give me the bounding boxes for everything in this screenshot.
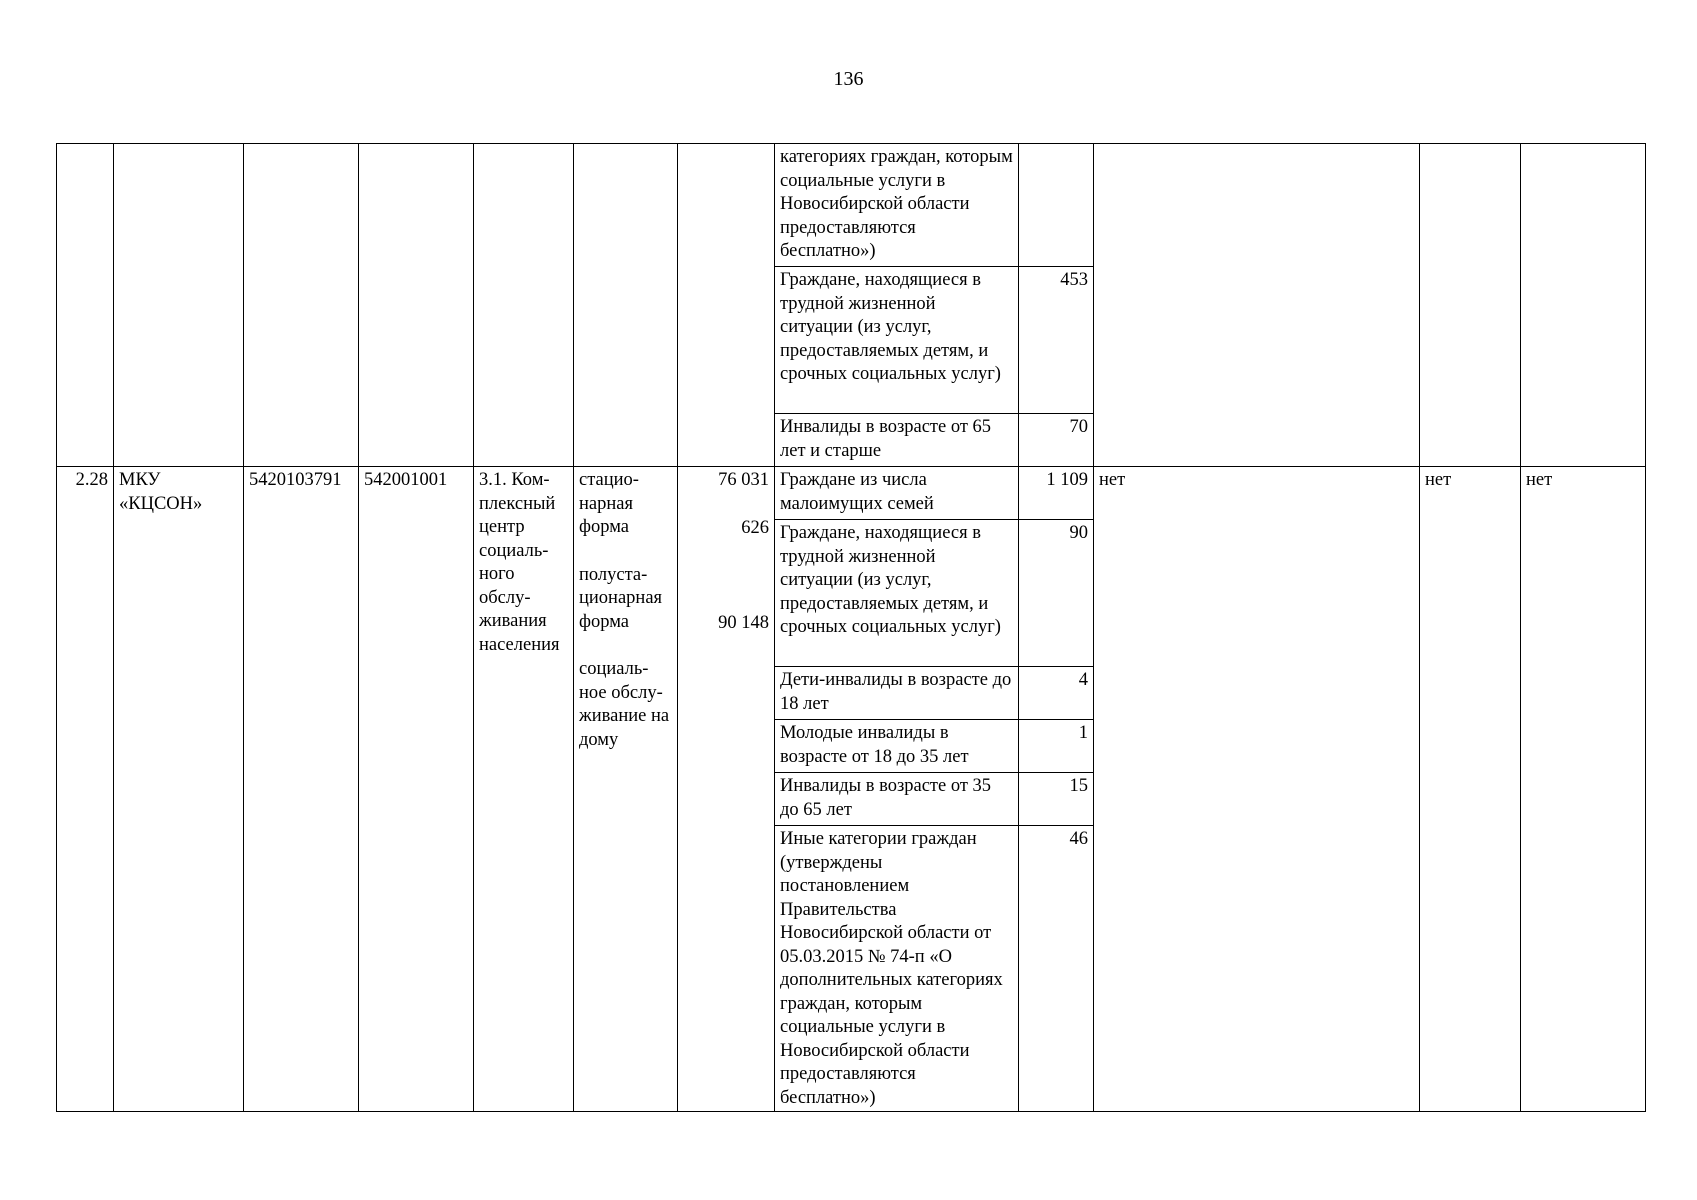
cont-col-a-cell bbox=[1094, 144, 1420, 467]
cont-type-cell bbox=[474, 144, 574, 467]
category-count bbox=[1019, 144, 1094, 267]
category-name: Инвалиды в возрасте от 35 до 65 лет bbox=[775, 773, 1019, 826]
cont-kpp-cell bbox=[359, 144, 474, 467]
page-number: 136 bbox=[833, 68, 864, 90]
category-count: 70 bbox=[1019, 414, 1094, 467]
entry-kpp: 542001001 bbox=[359, 467, 474, 1112]
entry-number: 2.28 bbox=[57, 467, 114, 1112]
cont-number-cell bbox=[57, 144, 114, 467]
form-name: стацио-нарная форма bbox=[579, 470, 639, 537]
category-name: Инвалиды в возрасте от 65 лет и старше bbox=[775, 414, 1019, 467]
category-name: Молодые инвалиды в возрасте от 18 до 35 лет bbox=[775, 720, 1019, 773]
category-count: 90 bbox=[1019, 520, 1094, 667]
category-name: Граждане из числа малоимущих семей bbox=[775, 467, 1019, 520]
continued-row bbox=[57, 144, 1646, 267]
category-name: Граждане, находящиеся в трудной жизненной ситуации (из услуг, предоставляемых детям, и срочных социальных услуг) bbox=[775, 267, 1019, 414]
category-count: 4 bbox=[1019, 667, 1094, 720]
entry-inn: 5420103791 bbox=[244, 467, 359, 1112]
form-count: 90 148 bbox=[718, 613, 769, 633]
entry-organization: МКУ «КЦСОН» bbox=[114, 467, 244, 1112]
cont-col-c-cell bbox=[1521, 144, 1646, 467]
entry-col-b: нет bbox=[1420, 467, 1521, 1112]
cont-col-b-cell bbox=[1420, 144, 1521, 467]
category-name: категориях граждан, которым социальные услуги в Новосибирской области предоставляются бесплатно») bbox=[775, 144, 1019, 267]
category-count: 46 bbox=[1019, 826, 1094, 1112]
form-count: 76 031 bbox=[718, 470, 769, 490]
category-count: 15 bbox=[1019, 773, 1094, 826]
cont-form-cell bbox=[574, 144, 678, 467]
form-name: полуста-ционарная форма bbox=[579, 564, 663, 632]
category-name: Дети-инвалиды в возрасте до 18 лет bbox=[775, 667, 1019, 720]
entry-form-counts-cell bbox=[678, 467, 775, 1112]
cont-organization-cell bbox=[114, 144, 244, 467]
registry-table bbox=[56, 143, 1646, 1112]
category-count: 453 bbox=[1019, 267, 1094, 414]
form-name: социаль-ное обслу-живание на дому bbox=[579, 659, 670, 750]
category-name: Граждане, находящиеся в трудной жизненной ситуации (из услуг, предоставляемых детям, и срочных социальных услуг) bbox=[775, 520, 1019, 667]
category-count: 1 109 bbox=[1019, 467, 1094, 520]
cont-form-count-cell bbox=[678, 144, 775, 467]
category-count: 1 bbox=[1019, 720, 1094, 773]
category-name: Иные категории граждан (утверждены постановлением Правительства Новосибирской области от 05.03.2015 № 74-п «О дополнительных категориях граждан, которым социальные услуги в Новосибирской области предоставляются бесплатно») bbox=[775, 826, 1019, 1112]
cont-inn-cell bbox=[244, 144, 359, 467]
entry-col-c: нет bbox=[1521, 467, 1646, 1112]
entry-row bbox=[57, 467, 1646, 520]
entry-forms-cell bbox=[574, 467, 678, 1112]
entry-col-a: нет bbox=[1094, 467, 1420, 1112]
entry-type: 3.1. Ком-плексный центр социаль-ного обслу-живания населения bbox=[474, 467, 574, 1112]
form-count: 626 bbox=[741, 517, 769, 538]
